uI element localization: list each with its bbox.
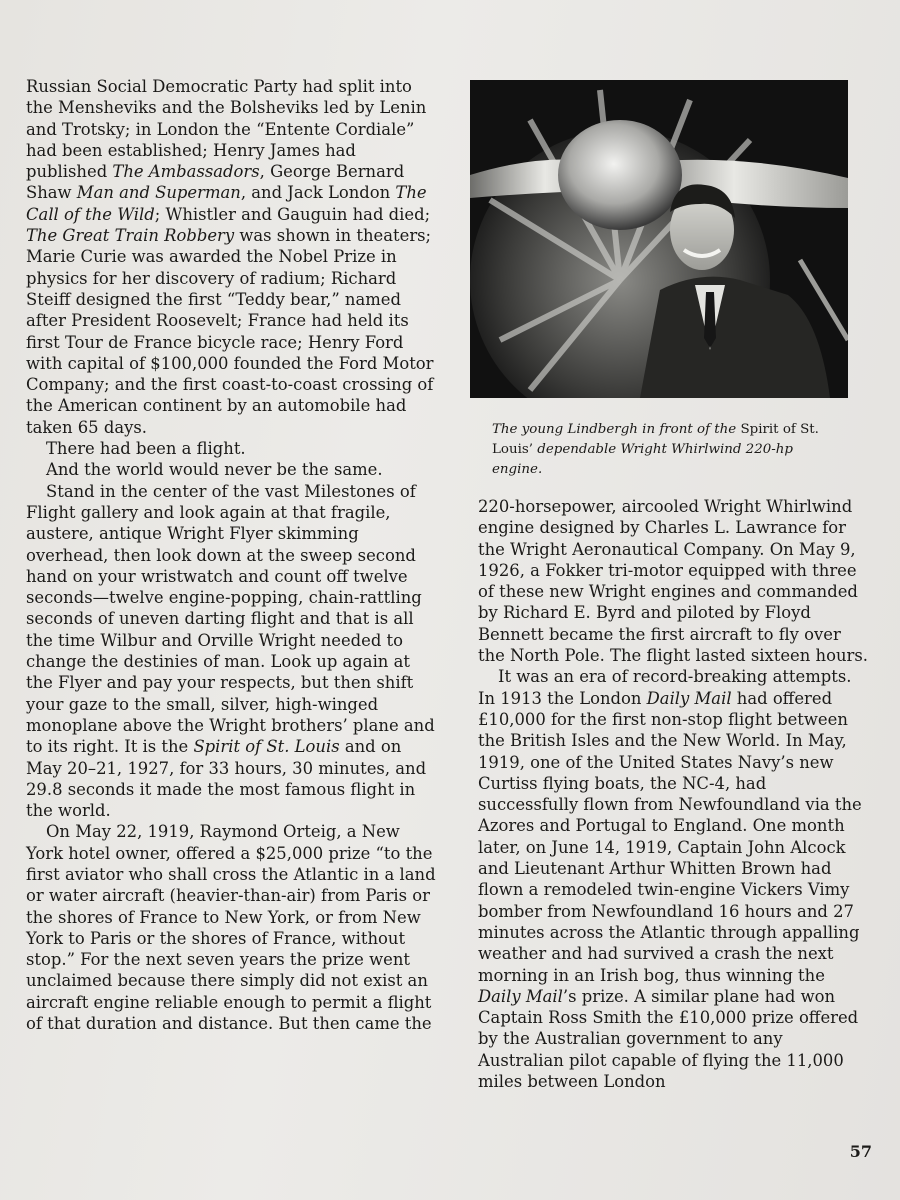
page-number: 57 [849,1142,872,1161]
lindbergh-photo [470,80,848,398]
paragraph: And the world would never be the same. [46,460,383,480]
photograph-lindbergh-propeller-icon [470,80,848,398]
paragraph: It was an era of record-breaking attempts. In 1913 the London Daily Mail had offered £10,000 for the first non-stop flight between the British Isles and the New World. In May, 1919, one of the United States Navy’s new Curtiss flying boats, the NC-4, had successfully flown from Newfoundland via the Azores and Portugal to England. One month later, on June 14, 1919, Captain John Alcock and Lieutenant Arthur Whitten Brown had flown a remodeled twin-engine Vickers Vimy bomber from Newfoundland 16 hours and 27 minutes across the Atlantic through appalling weather and had survived a crash the next morning in an Irish bog, thus winning the Daily Mail’s prize. A similar plane had won Captain Ross Smith the £10,000 prize offered by the Australian government to any Australian pilot capable of flying the 11,000 miles between London [478,667,862,1092]
right-text-column [478,496,870,1092]
left-text-column [26,76,436,1034]
paragraph: 220-horsepower, aircooled Wright Whirlwind engine designed by Charles L. Lawrance for the Wright Aeronautical Company. On May 9, 1926, a Fokker tri-motor equipped with three of these new Wright engines and commanded by Richard E. Byrd and piloted by Floyd Bennett became the first aircraft to fly over the North Pole. The flight lasted sixteen hours. [478,497,868,666]
paragraph: Russian Social Democratic Party had split into the Mensheviks and the Bolsheviks led by Lenin and Trotsky; in London the “Entente Cordiale” had been established; Henry James had published The Ambassadors, George Bernard Shaw Man and Superman, and Jack London The Call of the Wild; Whistler and Gauguin had died; The Great Train Robbery was shown in theaters; Marie Curie was awarded the Nobel Prize in physics for her discovery of radium; Richard Steiff designed the first “Teddy bear,” named after President Roosevelt; France had held its first Tour de France bicycle race; Henry Ford with capital of $100,000 founded the Ford Motor Company; and the first coast-to-coast crossing of the American continent by an automobile had taken 65 days. [26,77,434,437]
paragraph: On May 22, 1919, Raymond Orteig, a New York hotel owner, offered a $25,000 prize “to the first aviator who shall cross the Atlantic in a land or water aircraft (heavier-than-air) from Paris or the shores of France to New York, or from New York to Paris or the shores of France, without stop.” For the next seven years the prize went unclaimed because there simply did not exist an aircraft engine reliable enough to permit a flight of that duration and distance. But then came the [26,822,436,1034]
paragraph: Stand in the center of the vast Milestones of Flight gallery and look again at that fragile, austere, antique Wright Flyer skimming overhead, then look down at the sweep second hand on your wristwatch and count off twelve seconds—twelve engine-popping, chain-rattling seconds of uneven darting flight and that is all the time Wilbur and Orville Wright needed to change the destinies of man. Look up again at the Flyer and pay your respects, but then shift your gaze to the small, silver, high-winged monoplane above the Wright brothers’ plane and to its right. It is the Spirit of St. Louis and on May 20–21, 1927, for 33 hours, 30 minutes, and 29.8 seconds it made the most famous flight in the world. [26,481,435,821]
photo-caption: The young Lindbergh in front of the Spirit of St. Louis’ dependable Wright Whirlwind 220-hp engine. [492,422,819,477]
paragraph: There had been a flight. [46,439,246,459]
